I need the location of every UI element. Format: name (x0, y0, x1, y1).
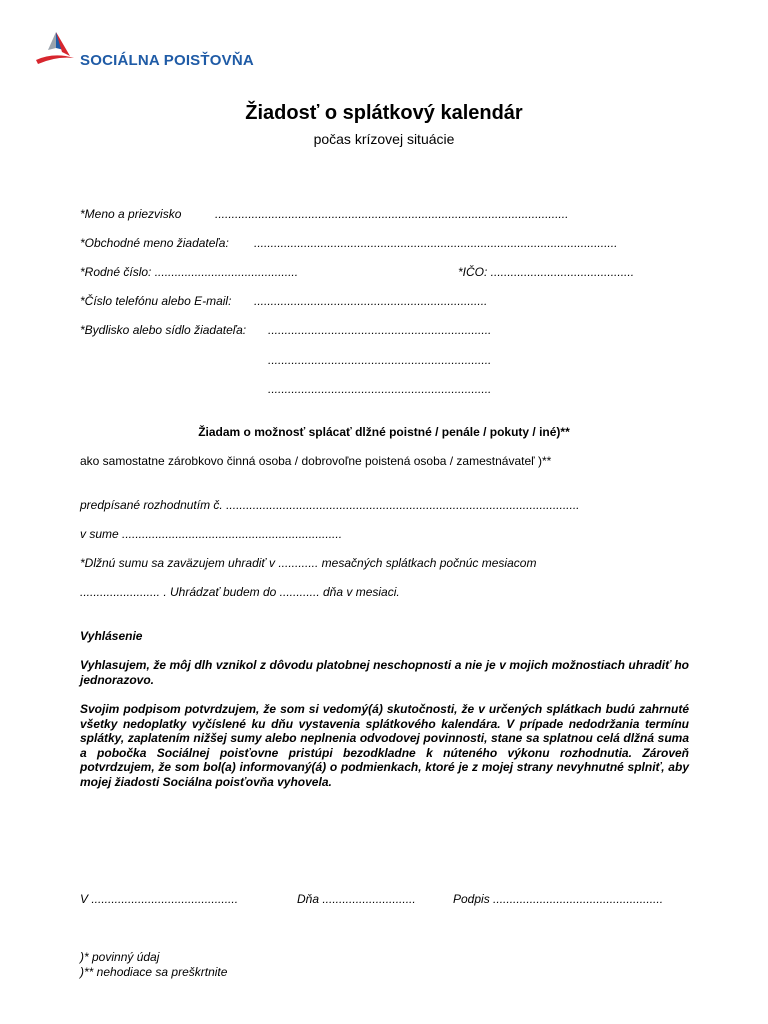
signature-place-field[interactable]: V ............................................ (80, 892, 239, 906)
name-label: *Meno a priezvisko (80, 207, 182, 221)
signature-date-field[interactable]: Dňa ............................ (297, 892, 416, 906)
footnote-strike: )** nehodiace sa preškrtnite (80, 965, 228, 979)
applicant-role: ako samostatne zárobkovo činná osoba / dobrovoľne poistená osoba / zamestnávateľ )** (80, 454, 552, 468)
signature-field[interactable]: Podpis ................................................... (453, 892, 664, 906)
page-subtitle: počas krízovej situácie (313, 131, 455, 147)
birth-number-field[interactable]: *Rodné číslo: ........................................... (80, 265, 299, 279)
contact-label: *Číslo telefónu alebo E-mail: (80, 294, 232, 308)
declaration-paragraph-2: Svojim podpisom potvrdzujem, že som si vedomý(á) skutočnosti, že v určených splátkach budú zahrnuté všetky nedoplatky vyčíslené ku dňu vystavenia splátkového kalendára. V prípade nedodržania termínu splátky, zaplatením nižšej sumy alebo neplnenia odvodovej povinnosti, stane sa splatnou celá dlžná suma a pobočka Sociálnej poisťovne pristúpi bezodkladne k núteného výkonu rozhodnutia. Zároveň potvrdzujem, že som bol(a) informovaný(á) o podmienkach, ktoré je z mojej strany nevyhnutné splniť, aby mojej žiadosti Sociálna poisťovňa vyhovela. (80, 702, 689, 789)
pay-day-field[interactable]: ........................ . Uhrádzať budem do ............ dňa v mesiaci. (80, 585, 400, 599)
installments-field[interactable]: *Dlžnú sumu sa zaväzujem uhradiť v ............ mesačných splátkach počnúc mesiacom (80, 556, 537, 570)
declaration-heading: Vyhlásenie (80, 629, 143, 643)
contact-field[interactable]: ...................................................................... (254, 294, 488, 308)
business-name-label: *Obchodné meno žiadateľa: (80, 236, 229, 250)
declaration-paragraph-1: Vyhlasujem, že môj dlh vznikol z dôvodu platobnej neschopnosti a nie je v mojich možnostiach uhradiť ho jednorazovo. (80, 658, 689, 687)
logo-text: SOCIÁLNA POISŤOVŇA (80, 52, 254, 69)
address-field-line-2[interactable]: ................................................................... (268, 353, 492, 367)
page-title: Žiadosť o splátkový kalendár (245, 102, 523, 124)
request-heading: Žiadam o možnosť splácať dlžné poistné / penále / pokuty / iné)** (198, 425, 570, 439)
ico-field[interactable]: *IČO: ........................................... (458, 265, 635, 279)
logo-sail-icon (34, 30, 78, 70)
name-field[interactable]: .......................................................................................................... (215, 207, 569, 221)
business-name-field[interactable]: ............................................................................................................. (254, 236, 618, 250)
address-label: *Bydlisko alebo sídlo žiadateľa: (80, 323, 247, 337)
logo (34, 30, 254, 70)
footnote-required: )* povinný údaj (80, 950, 160, 964)
address-field-line-1[interactable]: ................................................................... (268, 323, 492, 337)
sum-field[interactable]: v sume .................................................................. (80, 527, 343, 541)
decision-field[interactable]: predpísané rozhodnutím č. .......................................................................................................... (80, 498, 580, 512)
address-field-line-3[interactable]: ................................................................... (268, 382, 492, 396)
